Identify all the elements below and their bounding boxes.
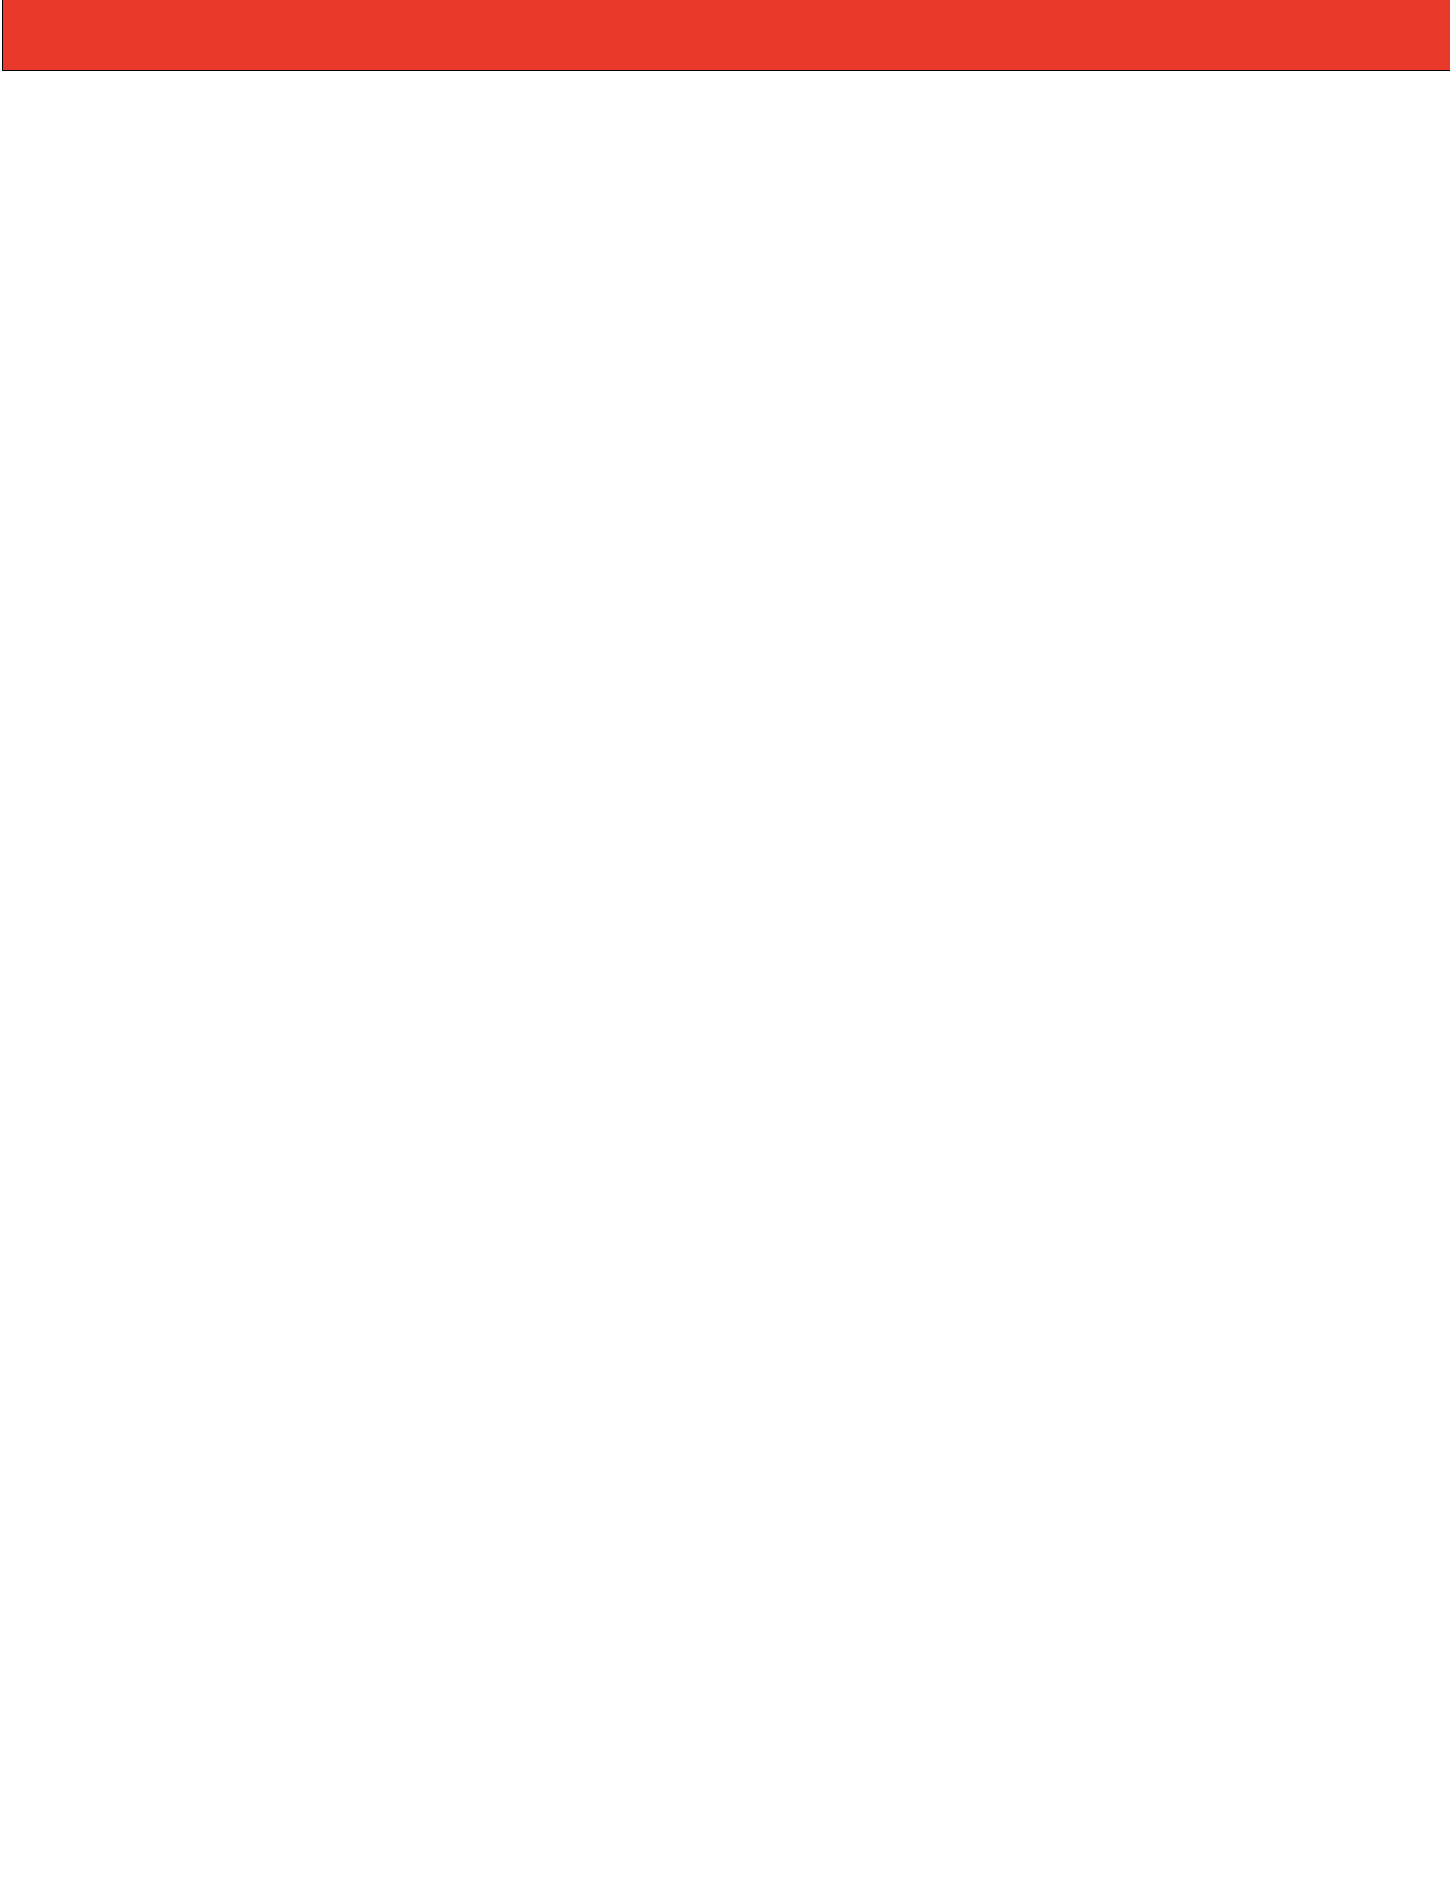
score-sheet bbox=[2, 0, 1450, 71]
title-banner bbox=[3, 0, 1450, 71]
sheet-title bbox=[3, 0, 1450, 10]
